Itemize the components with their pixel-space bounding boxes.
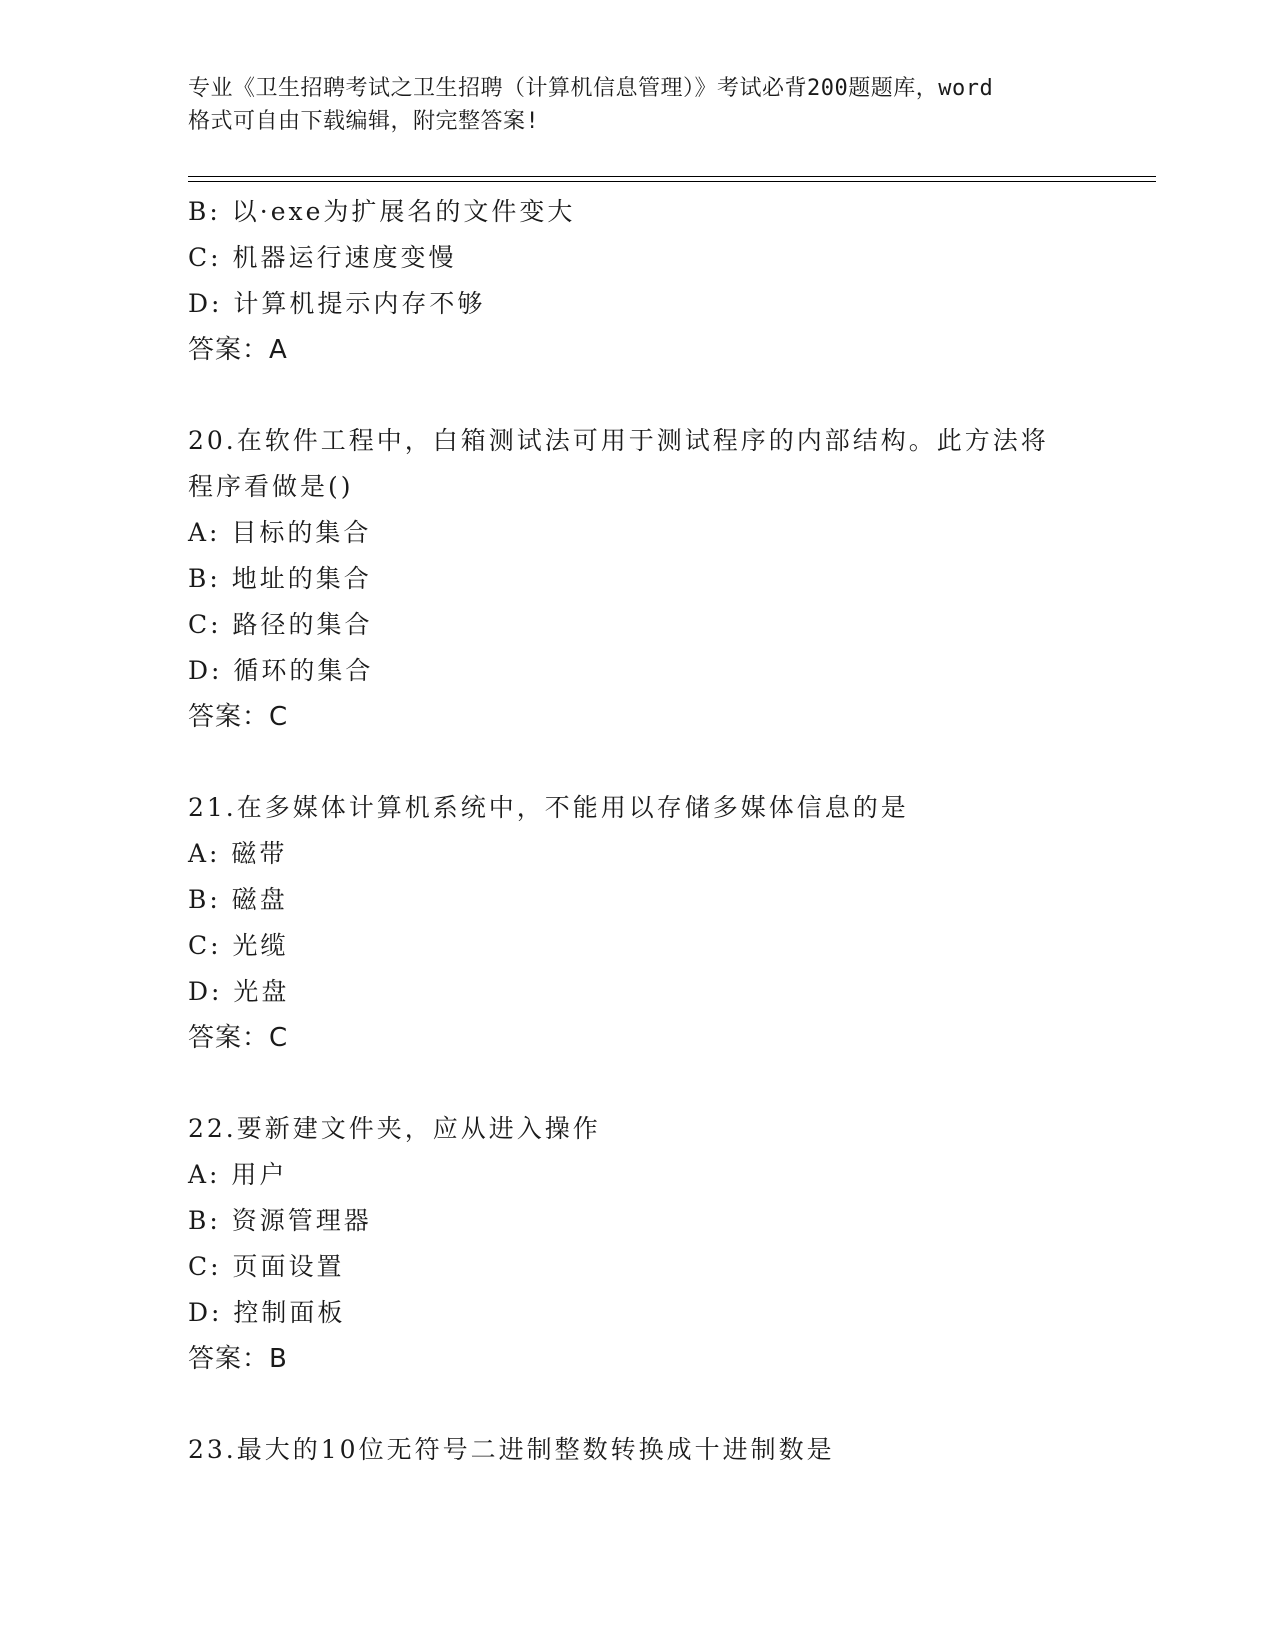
option-c: C: 页面设置 (188, 1252, 345, 1281)
option-c: C: 机器运行速度变慢 (188, 243, 457, 272)
question-21 (188, 785, 1088, 1061)
answer-line: 答案：C (188, 702, 289, 732)
option-a: A: 磁带 (188, 839, 288, 868)
header-line-1: 专业《卫生招聘考试之卫生招聘（计算机信息管理）》考试必背200题题库，word (188, 76, 994, 101)
answer-line: 答案：C (188, 1023, 289, 1053)
header-rule-top (188, 176, 1156, 177)
option-b: B: 磁盘 (188, 885, 288, 914)
answer-line: 答案：B (188, 1344, 288, 1374)
question-stem: 20.在软件工程中，白箱测试法可用于测试程序的内部结构。此方法将 (188, 426, 1049, 455)
question-20 (188, 418, 1088, 740)
question-stem: 23.最大的10位无符号二进制整数转换成十进制数是 (188, 1435, 835, 1464)
question-gap (188, 1382, 1088, 1427)
question-gap (188, 373, 1088, 418)
question-list (188, 189, 1088, 1473)
question-gap (188, 740, 1088, 785)
option-c: C: 路径的集合 (188, 610, 373, 639)
option-b: B: 资源管理器 (188, 1206, 372, 1235)
option-c: C: 光缆 (188, 931, 289, 960)
option-a: A: 目标的集合 (188, 518, 372, 547)
answer-line: 答案：A (188, 335, 288, 365)
question-stem: 21.在多媒体计算机系统中，不能用以存储多媒体信息的是 (188, 793, 909, 822)
option-a: A: 用户 (188, 1160, 288, 1189)
question-stem: 22.要新建文件夹，应从进入操作 (188, 1114, 601, 1143)
document-header (188, 72, 1088, 138)
header-line-2: 格式可自由下载编辑，附完整答案! (188, 109, 540, 134)
option-b: B: 以·exe为扩展名的文件变大 (188, 197, 576, 226)
question-19-partial (188, 189, 1088, 373)
question-23 (188, 1427, 1088, 1473)
question-stem-continued: 程序看做是() (188, 472, 354, 501)
option-d: D: 循环的集合 (188, 656, 374, 685)
option-d: D: 计算机提示内存不够 (188, 289, 486, 318)
question-22 (188, 1106, 1088, 1382)
option-d: D: 控制面板 (188, 1298, 346, 1327)
header-rule-bottom (188, 181, 1156, 182)
question-gap (188, 1061, 1088, 1106)
option-d: D: 光盘 (188, 977, 290, 1006)
option-b: B: 地址的集合 (188, 564, 372, 593)
